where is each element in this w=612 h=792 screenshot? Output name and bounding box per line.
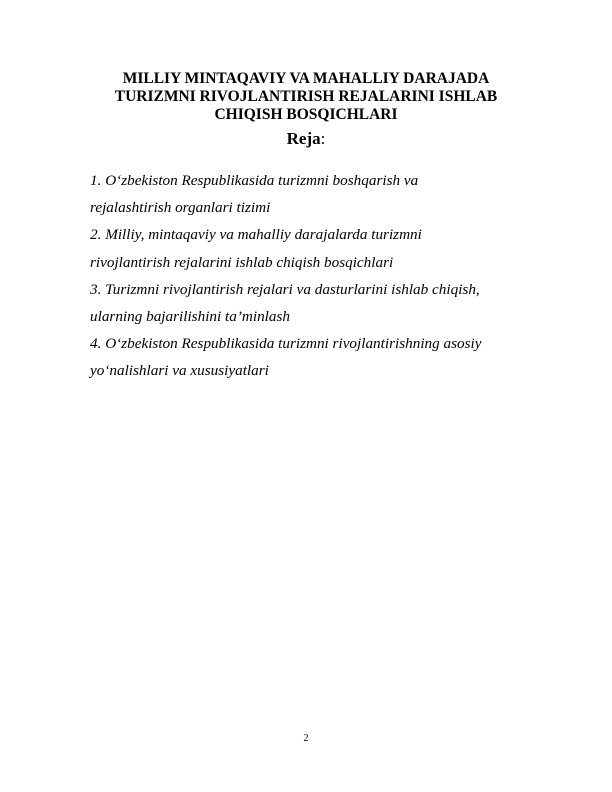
plan-heading-word: Reja — [286, 129, 321, 148]
plan-item-1-line-2: rejalashtirish organlari tizimi — [90, 199, 271, 217]
page-number: 2 — [303, 733, 309, 744]
plan-item-3-line-2: ularning bajarilishini ta’minlash — [90, 308, 290, 326]
document-title — [90, 70, 522, 124]
plan-heading — [90, 128, 522, 150]
plan-item-2-line-1: 2. Milliy, mintaqaviy va mahalliy darajalarda turizmni — [90, 226, 422, 244]
title-line-1: MILLIY MINTAQAVIY VA MAHALLIY DARAJADA — [122, 70, 490, 87]
plan-item-3-line-1: 3. Turizmni rivojlantirish rejalari va dasturlarini ishlab chiqish, — [90, 280, 480, 298]
plan-list — [90, 167, 530, 385]
plan-item-4-line-1: 4. O‘zbekiston Respublikasida turizmni rivojlantirishning asosiy — [90, 335, 482, 353]
title-line-3: CHIQISH BOSQICHLARI — [214, 106, 398, 123]
plan-item-2-line-2: rivojlantirish rejalarini ishlab chiqish bosqichlari — [90, 253, 394, 271]
plan-item-1-line-1: 1. O‘zbekiston Respublikasida turizmni boshqarish va — [90, 172, 419, 189]
plan-heading-colon: : — [320, 129, 326, 148]
plan-item-4-line-2: yo‘nalishlari va xususiyatlari — [90, 362, 269, 380]
title-line-2: TURIZMNI RIVOJLANTIRISH REJALARINI ISHLAB — [114, 88, 498, 105]
